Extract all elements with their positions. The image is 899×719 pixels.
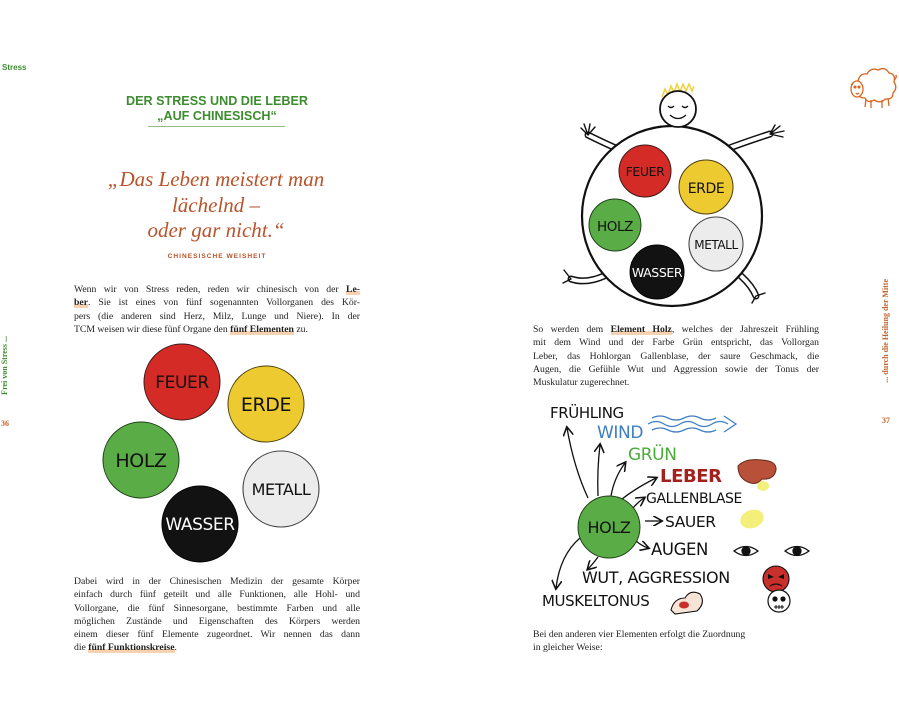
text-run: Muskulatur zugerechnet. (533, 377, 630, 389)
text-line (74, 641, 360, 654)
sheep-icon (851, 69, 896, 108)
arrow-to-color (611, 463, 625, 496)
text-line (533, 323, 819, 336)
epigraph-quote (60, 167, 372, 244)
body-paragraph (74, 575, 360, 655)
text-run: pers (die anderen sind Herz, Milz, Lunge und Niere). In der (74, 310, 360, 322)
text-line (74, 310, 360, 323)
person-figure (563, 84, 784, 306)
left-running-title: Frei von Stress ... (0, 336, 9, 395)
text-line (74, 575, 360, 588)
liver-icon (738, 460, 776, 484)
left-leg (563, 270, 604, 283)
holz-diagram (542, 403, 809, 614)
text-run: . Sie ist eines von fünf sogenannten Vollorganen des Kör- (88, 297, 360, 309)
arrow-to-hollow-organ (633, 498, 644, 508)
right-leg (741, 276, 765, 303)
angry-face-icon (763, 566, 789, 592)
muscle-arm-icon (671, 592, 702, 614)
highlighted-term: fünf Funktionskreise (88, 642, 175, 654)
element-metal-label: METALL (251, 480, 311, 499)
text-line (533, 336, 819, 349)
text-run: . (174, 642, 177, 654)
highlighted-term: Element Holz (610, 324, 672, 335)
text-line (74, 283, 360, 296)
body-element-wood (589, 199, 641, 251)
text-line (74, 602, 360, 615)
holz-center-label: HOLZ (587, 518, 631, 537)
text-line (533, 376, 819, 389)
text-line (74, 615, 360, 628)
arrow-to-tissue (556, 538, 580, 588)
highlighted-term: Le- (346, 284, 360, 295)
right-running-title: ... durch die Heilung der Mitte (881, 279, 890, 383)
highlighted-term: ber (74, 297, 88, 309)
body-element-metal-label: METALL (694, 238, 738, 252)
text-line (533, 628, 819, 641)
intro-paragraph (74, 283, 360, 336)
body-element-earth-label: ERDE (687, 181, 725, 197)
element-wood (103, 422, 179, 498)
text-line (74, 588, 360, 601)
five-elements-diagram (103, 344, 319, 562)
holz-paragraph (533, 323, 819, 389)
skull-icon (768, 590, 790, 612)
element-earth (228, 366, 304, 442)
body-element-fire-label: FEUER (625, 164, 665, 179)
color-label: GRÜN (628, 445, 677, 465)
text-run: zu. (293, 323, 308, 335)
body-element-wood-label: HOLZ (597, 219, 633, 235)
season-label: FRÜHLING (550, 404, 624, 422)
element-wood-label: HOLZ (115, 450, 167, 472)
text-run: Vollorgane, die fünf Sinnesorgane, bestimmte Farben und alle (74, 602, 360, 614)
sense-organ-label: AUGEN (651, 540, 708, 559)
text-line (533, 350, 819, 363)
text-run: mit dem Wind und der Farbe Grün entspricht, das Vollorgan (533, 337, 819, 349)
body-element-earth (679, 160, 733, 214)
body-element-water (630, 245, 684, 299)
element-metal (243, 451, 319, 527)
text-run: Bei den anderen vier Elementen erfolgt die Zuordnung (533, 629, 746, 640)
element-water (162, 486, 238, 562)
text-line (74, 296, 360, 309)
page-number-right: 37 (882, 416, 890, 425)
hollow-organ-label: GALLENBLASE (646, 491, 742, 507)
body-element-water-label: WASSER (631, 265, 683, 280)
text-run: , welches der Jahreszeit Frühling (671, 324, 820, 335)
head (660, 84, 696, 127)
text-line (533, 641, 819, 654)
text-run: So werden dem (533, 324, 611, 335)
holz-center (578, 496, 640, 558)
heading-line-2: „AUF CHINESISCH“ (157, 109, 277, 123)
chapter-heading (74, 94, 360, 124)
eyes-icon (734, 547, 809, 556)
quote-line: oder gar nicht.“ (147, 218, 285, 242)
lemon-icon (738, 506, 767, 531)
quote-line: „Das Leben meistert man (107, 167, 325, 191)
quote-source: CHINESISCHE WEISHEIT (167, 253, 267, 260)
element-water-label: WASSER (165, 515, 235, 535)
gallbladder-icon (757, 481, 769, 491)
text-run: möglichen Zustände und Eigenschaften des Körpers werden (74, 615, 360, 627)
body-element-fire (619, 145, 671, 197)
text-run: einfach durch fünf geteilt und alle Funktionen, alle Hohl- und (74, 589, 360, 601)
wind-icon (648, 416, 736, 432)
quote-line: lächelnd – (171, 192, 261, 217)
section-label: Stress (2, 63, 27, 72)
right-arm (724, 125, 784, 150)
text-run: Augen, die Gefühle Wut und Aggression sowie der Tonus der (533, 363, 819, 375)
arrow-to-season (567, 428, 588, 498)
body-element-metal (689, 217, 743, 271)
element-fire-label: FEUER (155, 373, 209, 393)
emotions-label: WUT, AGGRESSION (582, 568, 730, 587)
climate-label: WIND (597, 423, 644, 443)
heading-divider (148, 126, 285, 127)
arrow-to-sense-organ (636, 541, 648, 548)
element-earth-label: ERDE (240, 394, 292, 416)
text-line (533, 363, 819, 376)
element-fire (144, 344, 220, 420)
text-run: Wenn wir von Stress reden, reden wir chinesisch von der (74, 284, 346, 295)
closing-paragraph (533, 628, 819, 655)
arrow-to-climate (598, 445, 600, 496)
page-number-left: 36 (1, 419, 9, 428)
tissue-label: MUSKELTONUS (542, 592, 650, 610)
text-run: Leber, das Hohlorgan Gallenblase, der saure Geschmack, die (533, 350, 819, 362)
text-line (74, 323, 360, 336)
taste-label: SAUER (665, 513, 716, 531)
text-run: in gleicher Weise: (533, 642, 603, 654)
text-line (74, 628, 360, 641)
text-run: Dabei wird in der Chinesischen Medizin der gesamte Körper (74, 576, 360, 587)
highlighted-term: fünf Elementen (230, 323, 294, 335)
text-run: einem dieser fünf Elemente zugeordnet. Wir nennen das dann (74, 629, 360, 641)
heading-line-1: DER STRESS UND DIE LEBER (126, 94, 308, 108)
text-run: TCM weisen wir diese fünf Organe den (74, 323, 231, 335)
full-organ-label: LEBER (660, 466, 722, 487)
text-run: die (74, 642, 89, 654)
